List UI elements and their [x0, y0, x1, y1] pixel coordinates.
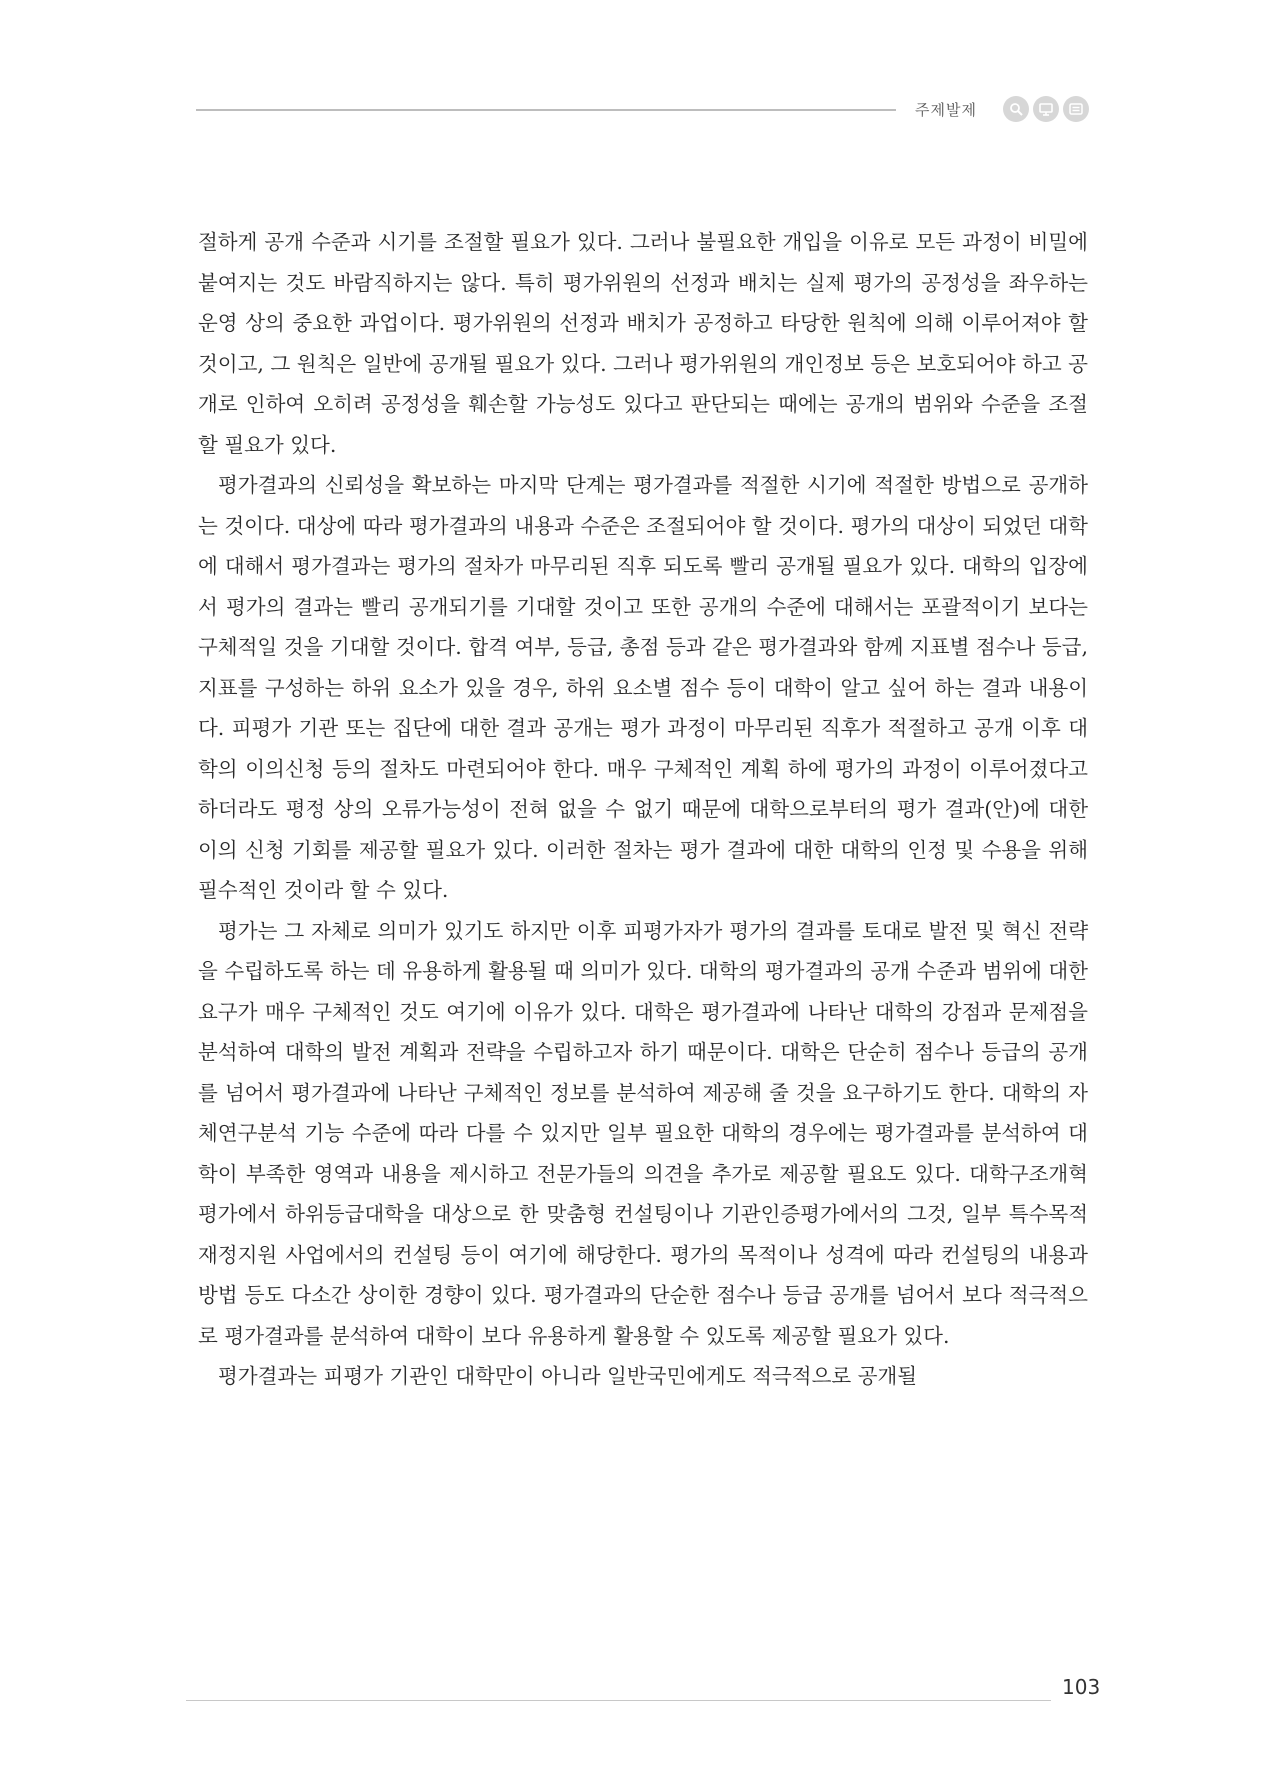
- list-icon: [1063, 96, 1089, 122]
- header-icon-group: [1003, 96, 1089, 122]
- paragraph-4: 평가결과는 피평가 기관인 대학만이 아니라 일반국민에게도 적극적으로 공개될: [218, 1364, 918, 1388]
- page-number: 103: [1062, 1675, 1101, 1699]
- header-rule: [196, 109, 896, 111]
- paragraph-2: 평가결과의 신뢰성을 확보하는 마지막 단계는 평가결과를 적절한 시기에 적절한 방법으로 공개하는 것이다. 대상에 따라 평가결과의 내용과 수준은 조절되어야 할 것이다. 평가의 대상이 되었던 대학에 대해서 평가결과는 평가의 절차가 마무리된 직후 되도록 빨리 공개될 필요가 있다. 대학의 입장에서 평가의 결과는 빨리 공개되기를 기대할 것이고 또한 공개의 수준에 대해서는 포괄적이기 보다는 구체적일 것을 기대할 것이다. 합격 여부, 등급, 총점 등과 같은 평가결과와 함께 지표별 점수나 등급, 지표를 구성하는 하위 요소가 있을 경우, 하위 요소별 점수 등이 대학이 알고 싶어 하는 결과 내용이다. 피평가 기관 또는 집단에 대한 결과 공개는 평가 과정이 마무리된 직후가 적절하고 공개 이후 대학의 이의신청 등의 절차도 마련되어야 한다. 매우 구체적인 계획 하에 평가의 과정이 이루어졌다고 하더라도 평정 상의 오류가능성이 전혀 없을 수 없기 때문에 대학으로부터의 평가 결과(안)에 대한 이의 신청 기회를 제공할 필요가 있다. 이러한 절차는 평가 결과에 대한 대학의 인정 및 수용을 위해 필수적인 것이라 할 수 있다.: [198, 473, 1088, 902]
- paragraph-1: 절하게 공개 수준과 시기를 조절할 필요가 있다. 그러나 불필요한 개입을 이유로 모든 과정이 비밀에 붙여지는 것도 바람직하지는 않다. 특히 평가위원의 선정과 배치는 실제 평가의 공정성을 좌우하는 운영 상의 중요한 과업이다. 평가위원의 선정과 배치가 공정하고 타당한 원칙에 의해 이루어져야 할 것이고, 그 원칙은 일반에 공개될 필요가 있다. 그러나 평가위원의 개인정보 등은 보호되어야 하고 공개로 인하여 오히려 공정성을 훼손할 가능성도 있다고 판단되는 때에는 공개의 범위와 수준을 조절할 필요가 있다.: [198, 230, 1088, 457]
- monitor-icon: [1033, 96, 1059, 122]
- paragraph-3: 평가는 그 자체로 의미가 있기도 하지만 이후 피평가자가 평가의 결과를 토대로 발전 및 혁신 전략을 수립하도록 하는 데 유용하게 활용될 때 의미가 있다. 대학의 평가결과의 공개 수준과 범위에 대한 요구가 매우 구체적인 것도 여기에 이유가 있다. 대학은 평가결과에 나타난 대학의 강점과 문제점을 분석하여 대학의 발전 계획과 전략을 수립하고자 하기 때문이다. 대학은 단순히 점수나 등급의 공개를 넘어서 평가결과에 나타난 구체적인 정보를 분석하여 제공해 줄 것을 요구하기도 한다. 대학의 자체연구분석 기능 수준에 따라 다를 수 있지만 일부 필요한 대학의 경우에는 평가결과를 분석하여 대학이 부족한 영역과 내용을 제시하고 전문가들의 의견을 추가로 제공할 필요도 있다. 대학구조개혁평가에서 하위등급대학을 대상으로 한 맞춤형 컨설팅이나 기관인증평가에서의 그것, 일부 특수목적 재정지원 사업에서의 컨설팅 등이 여기에 해당한다. 평가의 목적이나 성격에 따라 컨설팅의 내용과 방법 등도 다소간 상이한 경향이 있다. 평가결과의 단순한 점수나 등급 공개를 넘어서 보다 적극적으로 평가결과를 분석하여 대학이 보다 유용하게 활용할 수 있도록 제공할 필요가 있다.: [198, 918, 1088, 1348]
- section-title: 주제발제: [915, 101, 977, 119]
- search-icon: [1003, 96, 1029, 122]
- body-text: [198, 222, 1088, 1397]
- footer-rule: [186, 1700, 1051, 1701]
